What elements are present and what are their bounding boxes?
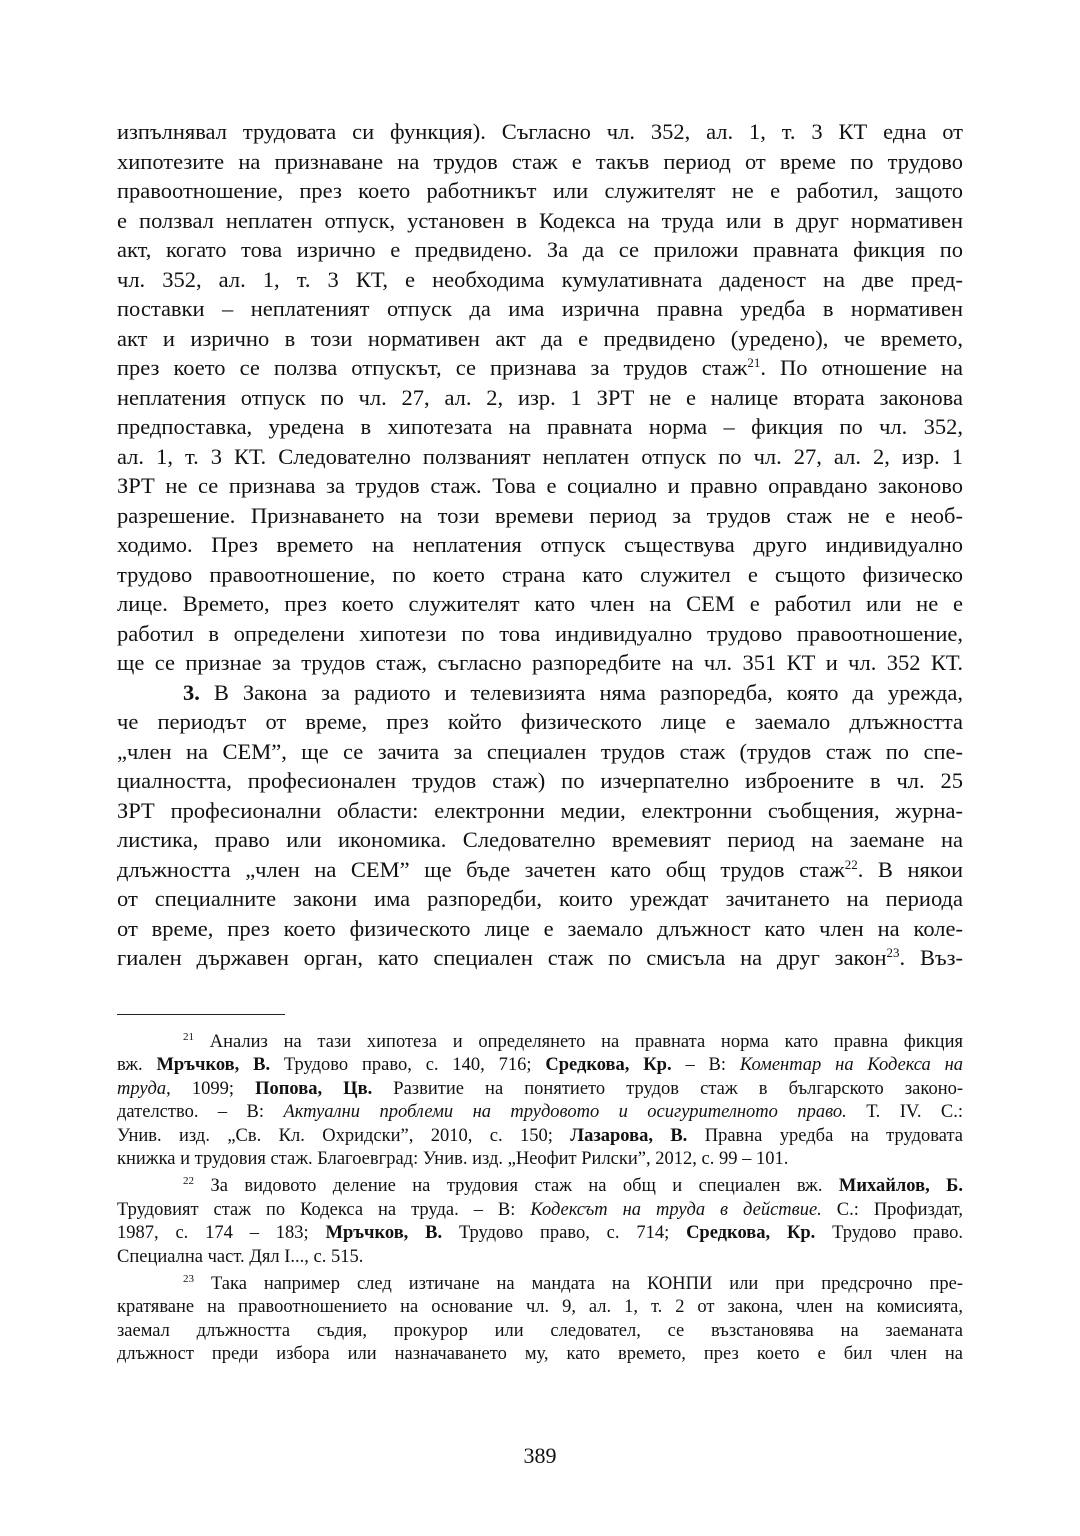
text-line: лице. Времето, през което служителят като член на СЕМ е работил или не е	[117, 591, 963, 616]
text-line	[117, 855, 963, 885]
footnote-line	[117, 1054, 963, 1077]
text-line: неплатения отпуск по чл. 27, ал. 2, изр. 1 ЗРТ не е налице втората законова	[117, 384, 963, 410]
text-segment: гиален държавен орган, като специален стаж по смисъла на друг закон	[117, 945, 887, 970]
text-segment: Т. IV. С.:	[846, 1102, 963, 1123]
text-line: разрешение. Признаването на този времеви период за трудов стаж не е необ-	[117, 502, 963, 528]
text-line: от време, през което физическото лице е заемало длъжност като член на коле-	[117, 915, 963, 941]
text-segment: – В:	[671, 1055, 740, 1076]
text-segment: през което се ползва отпускът, се признава за трудов стаж	[117, 355, 748, 380]
text-line: ще се признае за трудов стаж, съгласно разпоредбите на чл. 351 КТ и чл. 352 КТ.	[117, 650, 963, 675]
text-line: акт и изрично в този нормативен акт да е предвидено (уредено), че времето,	[117, 325, 963, 351]
text-line: е ползвал неплатен отпуск, установен в Кодекса на труда или в друг нормативен	[117, 207, 963, 233]
author-name: Мръчков, В.	[156, 1055, 271, 1076]
author-name: Михайлов, Б.	[838, 1176, 963, 1197]
book-title: труда	[117, 1078, 167, 1099]
text-segment: . В някои	[857, 856, 963, 882]
footnote-line	[117, 1031, 963, 1054]
footnote-line	[117, 1175, 963, 1198]
text-line: предпоставка, уредена в хипотезата на правната норма – фикция по чл. 352,	[117, 414, 963, 439]
text-segment: длъжността „член на СЕМ” ще бъде зачетен като общ трудов стаж	[117, 856, 845, 882]
text-segment: Трудово право.	[815, 1223, 963, 1244]
text-segment: 1987, с. 174 – 183;	[117, 1223, 326, 1244]
text-line: ходимо. През времето на неплатения отпуск съществува друго индивидуално	[117, 532, 963, 557]
footnote-line	[117, 1199, 963, 1222]
section-number: 3.	[183, 679, 200, 705]
footnote-ref-21[interactable]: 21	[747, 355, 761, 370]
text-line: работил в определени хипотези по това индивидуално трудово правоотношение,	[117, 620, 963, 646]
author-name: Средкова, Кр.	[686, 1223, 816, 1244]
footnote-mark: 21	[183, 1031, 194, 1043]
text-line: хипотезите на признаване на трудов стаж е такъв период от време по трудово	[117, 148, 963, 174]
footnote-ref-23[interactable]: 23	[886, 945, 900, 960]
author-name: Лазарова, В.	[570, 1125, 688, 1146]
footnote-line	[117, 1273, 963, 1296]
text-segment: Така например след изтичане на мандата на КОНПИ или при предсрочно пре-	[210, 1273, 963, 1294]
footnote-23	[117, 1273, 963, 1367]
text-line: „член на СЕМ”, ще се зачита за специален трудов стаж (трудов стаж по спе-	[117, 738, 963, 764]
main-text	[117, 117, 963, 973]
text-segment: Развитие на понятието трудов стаж в българското законо-	[372, 1078, 963, 1099]
footnote-line	[117, 1125, 963, 1148]
book-title: Кодексът на труда в действие.	[530, 1199, 822, 1220]
author-name: Средкова, Кр.	[545, 1055, 672, 1076]
text-segment: За видовото деление на трудовия стаж на общ и специален вж.	[210, 1176, 839, 1197]
text-line: ЗРТ професионални области: електронни медии, електронни съобщения, журна-	[117, 797, 963, 823]
author-name: Мръчков, В.	[325, 1223, 443, 1244]
text-segment: . По отношение на	[760, 355, 963, 380]
footnote-line: книжка и трудовия стаж. Благоевград: Унив. изд. „Неофит Рилски”, 2012, с. 99 – 101.	[117, 1148, 789, 1169]
text-segment: . Въз-	[899, 945, 963, 970]
text-line	[117, 943, 963, 973]
footnote-21	[117, 1031, 963, 1171]
text-segment: , 1099;	[166, 1078, 256, 1099]
text-line: правоотношение, през което работникът или служителят не е работил, защото	[117, 178, 963, 203]
text-line: ал. 1, т. 3 КТ. Следователно ползваният неплатен отпуск по чл. 27, ал. 2, изр. 1	[117, 443, 963, 469]
text-line: акт, когато това изрично е предвидено. За да се приложи правната фикция по	[117, 237, 963, 262]
text-segment: Трудово право, с. 140, 716;	[270, 1055, 546, 1076]
text-line: трудово правоотношение, по което страна като служител е същото физическо	[117, 561, 963, 587]
text-segment: Унив. изд. „Св. Кл. Охридски”, 2010, с. 150;	[117, 1125, 571, 1146]
footnote-mark: 22	[183, 1175, 194, 1188]
author-name: Попова, Цв.	[255, 1078, 373, 1099]
page-number: 389	[523, 1443, 557, 1468]
footnotes	[117, 1031, 963, 1370]
footnote-mark: 23	[183, 1272, 194, 1285]
book-title: Коментар на Кодекса на	[739, 1055, 963, 1076]
book-title: Актуални проблеми на трудовото и осигурителното право.	[283, 1102, 847, 1123]
text-line	[117, 678, 963, 708]
text-segment: В Закона за радиото и телевизията няма разпоредба, която да урежда,	[199, 679, 963, 705]
text-segment: Правна уредба на трудовата	[687, 1125, 963, 1146]
text-segment: С.: Профиздат,	[821, 1199, 963, 1220]
text-line: от специалните закони има разпоредби, които уреждат зачитането на периода	[117, 886, 963, 911]
footnote-line: кратяване на правоотношението на основание чл. 9, ал. 1, т. 2 от закона, член на комисията,	[117, 1297, 963, 1318]
text-segment: Трудово право, с. 714;	[442, 1223, 687, 1244]
footnote-22	[117, 1175, 963, 1269]
footnote-line: длъжност преди избора или назначаването му, като времето, през което е бил член на	[117, 1344, 963, 1365]
text-line: че периодът от време, през който физическото лице е заемало длъжността	[117, 709, 963, 734]
footnote-line: заемал длъжността съдия, прокурор или следовател, се възстановява на заеманата	[117, 1320, 963, 1341]
footnote-line: Специална част. Дял I..., с. 515.	[117, 1246, 364, 1267]
text-line: изпълнявал трудовата си функция). Съгласно чл. 352, ал. 1, т. 3 КТ една от	[117, 119, 963, 144]
text-line: поставки – неплатеният отпуск да има изрична правна уредба в нормативен	[117, 296, 963, 321]
text-line	[117, 353, 963, 383]
text-segment: Анализ на тази хипотеза и определянето на правната норма като правна фикция	[209, 1032, 963, 1052]
footnote-line	[117, 1078, 963, 1101]
footnote-line	[117, 1222, 963, 1245]
footnote-ref-22[interactable]: 22	[844, 856, 858, 872]
text-segment: дателство. – В:	[117, 1102, 284, 1123]
text-line: листика, право или икономика. Следователно времевият период на заемане на	[117, 827, 963, 852]
text-line: ЗРТ не се признава за трудов стаж. Това е социално и правно оправдано законово	[117, 473, 963, 498]
footnote-line	[117, 1101, 963, 1124]
text-segment: вж.	[117, 1055, 157, 1076]
text-line: чл. 352, ал. 1, т. 3 КТ, е необходима кумулативната даденост на две пред-	[117, 266, 963, 292]
text-segment: Трудовият стаж по Кодекса на труда. – В:	[117, 1199, 531, 1220]
footnote-separator	[117, 1014, 285, 1015]
text-line: циалността, професионален трудов стаж) по изчерпателно изброените в чл. 25	[117, 768, 963, 793]
